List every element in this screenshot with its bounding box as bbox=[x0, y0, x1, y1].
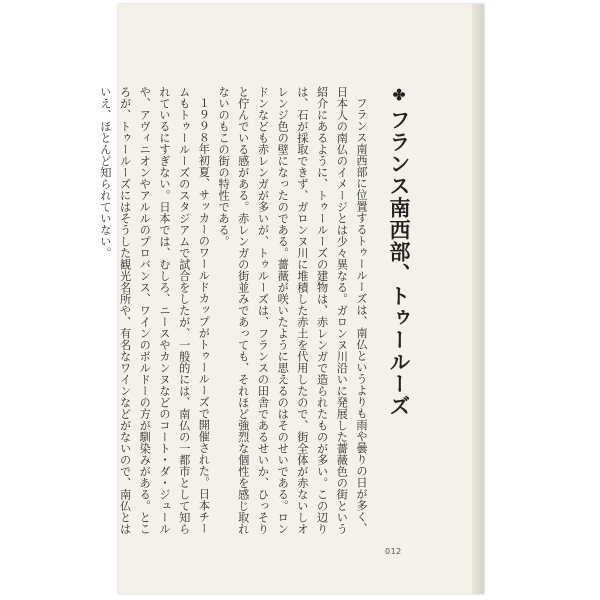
section-title-text: フランス南西部、トゥールーズ bbox=[387, 109, 412, 417]
body-text bbox=[98, 86, 371, 538]
flower-ornament-icon: ✤ bbox=[390, 86, 408, 105]
page-number: 012 bbox=[385, 547, 402, 556]
paragraph-2: １９９８年初夏、サッカーのワールドカップがトゥールーズで開催された。日本チームもトゥールーズのスタジアムで試合をしたが、一般的には、南仏の一都市として知られているにすぎない。日本では、むしろ、ニースやカンヌなどのコート・ダ・ジュールや、アヴィニオンやアルルのプロバンス、ワインのボルドーの方が馴染みがある。ところが、トゥールーズにはそうした観光名所や、有名なワインなどがないので、南仏とはいえ、ほとんど知られていない。 bbox=[98, 86, 211, 535]
section-title bbox=[385, 86, 413, 417]
page-edge-shadow bbox=[472, 4, 484, 594]
paragraph-1: フランス南西部に位置するトゥールーズは、南仏というよりも雨や曇りの日が多く、日本人の南仏のイメージとは少々異なる。ガロンヌ川沿いに発展した薔薇色の街という紹介にあるように、トゥールーズの建物は、赤レンガで造られたものが多い。この辺りは、石が採取できず、ガロンヌ川に堆積した赤土を代用したので、街全体が赤ないしオレンジ色の壁になったのである。薔薇が咲いたように思えるのはそのせいである。ロンドンなども赤レンガが多いが、トゥルーズは、フランスの田舎であるせいか、ひっそりと佇んでいる感がある。赤レンガの街並みであっても、それほど強烈な個性を感じ取れないのもこの街の特性である。 bbox=[217, 86, 368, 535]
